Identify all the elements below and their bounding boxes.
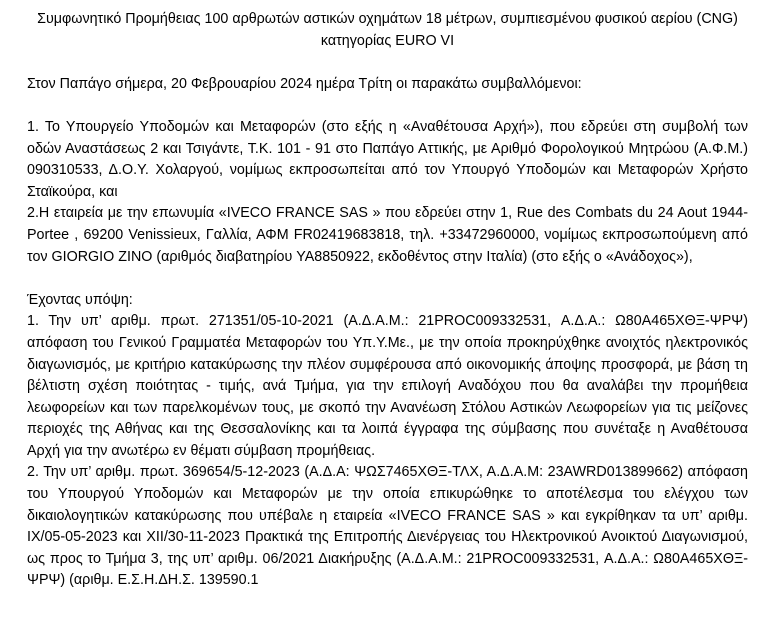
document-title: Συμφωνητικό Προμήθειας 100 αρθρωτών αστικών οχημάτων 18 μέτρων, συμπιεσμένου φυσικού αερίου (CNG) κατηγορίας EURO VI (37, 11, 738, 49)
considering-item-2: 2. Την υπ’ αριθμ. πρωτ. 369654/5-12-2023 (Α.Δ.Α: ΨΩΣ7465ΧΘΞ-ΤΛΧ, Α.Δ.Α.Μ: 23AWRD013899662) απόφαση του Υπουργού Υποδομών και Μεταφορών με την οποία επικυρώθηκε το αποτέλεσμα του ελέγχου των δικαιολογητικών κατακύρωσης που υπέβαλε η εταιρεία «IVECO FRANCE SAS » και εγκρίθηκαν τα υπ’ αριθμ. ΙΧ/05-05-2023 και ΧΙΙ/30-11-2023 Πρακτικά της Επιτροπής Διενέργειας του Ηλεκτρονικού Ανοικτού Διαγωνισμού, ως προς το Τμήμα 3, της υπ’ αριθμ. 06/2021 Διακήρυξης (Α.Δ.Α.Μ.: 21PROC009332531, Α.Δ.Α.: Ω80Α465ΧΘΞ-ΨΡΨ) (αριθμ. Ε.Σ.Η.ΔΗ.Σ. 139590.1 (27, 464, 748, 589)
party-2-paragraph: 2.Η εταιρεία με την επωνυμία «IVECO FRANCE SAS » που εδρεύει στην 1, Rue des Combats du 24 Aout 1944- Portee , 69200 Venissieux, Γαλλία, ΑΦΜ FR02419683818, τηλ. +33472960000, νομίμως εκπροσωπούμενη από τον GIORGIO ZINO (αριθμός διαβατηρίου YA8850922, εκδοθέντος στην Ιταλία) (στο εξής ο «Ανάδοχος»), (27, 205, 748, 265)
intro-paragraph: Στον Παπάγο σήμερα, 20 Φεβρουαρίου 2024 ημέρα Τρίτη οι παρακάτω συμβαλλόμενοι: (27, 75, 582, 92)
considering-heading: Έχοντας υπόψη: (27, 291, 133, 308)
document-body (27, 9, 748, 592)
party-1-paragraph: 1. Το Υπουργείο Υποδομών και Μεταφορών (στο εξής η «Αναθέτουσα Αρχή»), που εδρεύει στη συμβολή των οδών Αναστάσεως 2 και Τσιγάντε, Τ.Κ. 101 - 91 στο Παπάγο Αττικής, με Αριθμό Φορολογικού Μητρώου (Α.Φ.Μ.) 090310533, Δ.Ο.Υ. Χολαργού, νομίμως εκπροσωπείται από τον Υπουργό Υποδομών και Μεταφορών Χρήστο Σταϊκούρα, και (27, 118, 748, 200)
spacer (27, 95, 748, 117)
spacer (27, 52, 748, 74)
spacer (27, 268, 748, 290)
considering-item-1: 1. Την υπ’ αριθμ. πρωτ. 271351/05-10-2021 (Α.Δ.Α.Μ.: 21PROC009332531, Α.Δ.Α.: Ω80Α465ΧΘΞ-ΨΡΨ) απόφαση του Γενικού Γραμματέα Μεταφορών του Υπ.Υ.Με., με την οποία προκηρύχθηκε ανοιχτός ηλεκτρονικός διαγωνισμός, με κριτήριο κατακύρωσης την πλέον συμφέρουσα από οικονομικής άποψης προσφορά, με βάση τη βέλτιστη σχέση ποιότητας - τιμής, ανά Τμήμα, για την επιλογή Αναδόχου που θα αναλάβει την προμήθεια λεωφορείων και των παρελκομένων τους, με σκοπό την Ανανέωση Στόλου Αστικών Λεωφορείων για τις μείζονες περιοχές της Αθήνας και της Θεσσαλονίκης και τα λοιπά έγγραφα της σύμβασης που συνέταξε η Αναθέτουσα Αρχή για την ανωτέρω εν θέματι σύμβαση προμήθειας. (27, 313, 748, 459)
